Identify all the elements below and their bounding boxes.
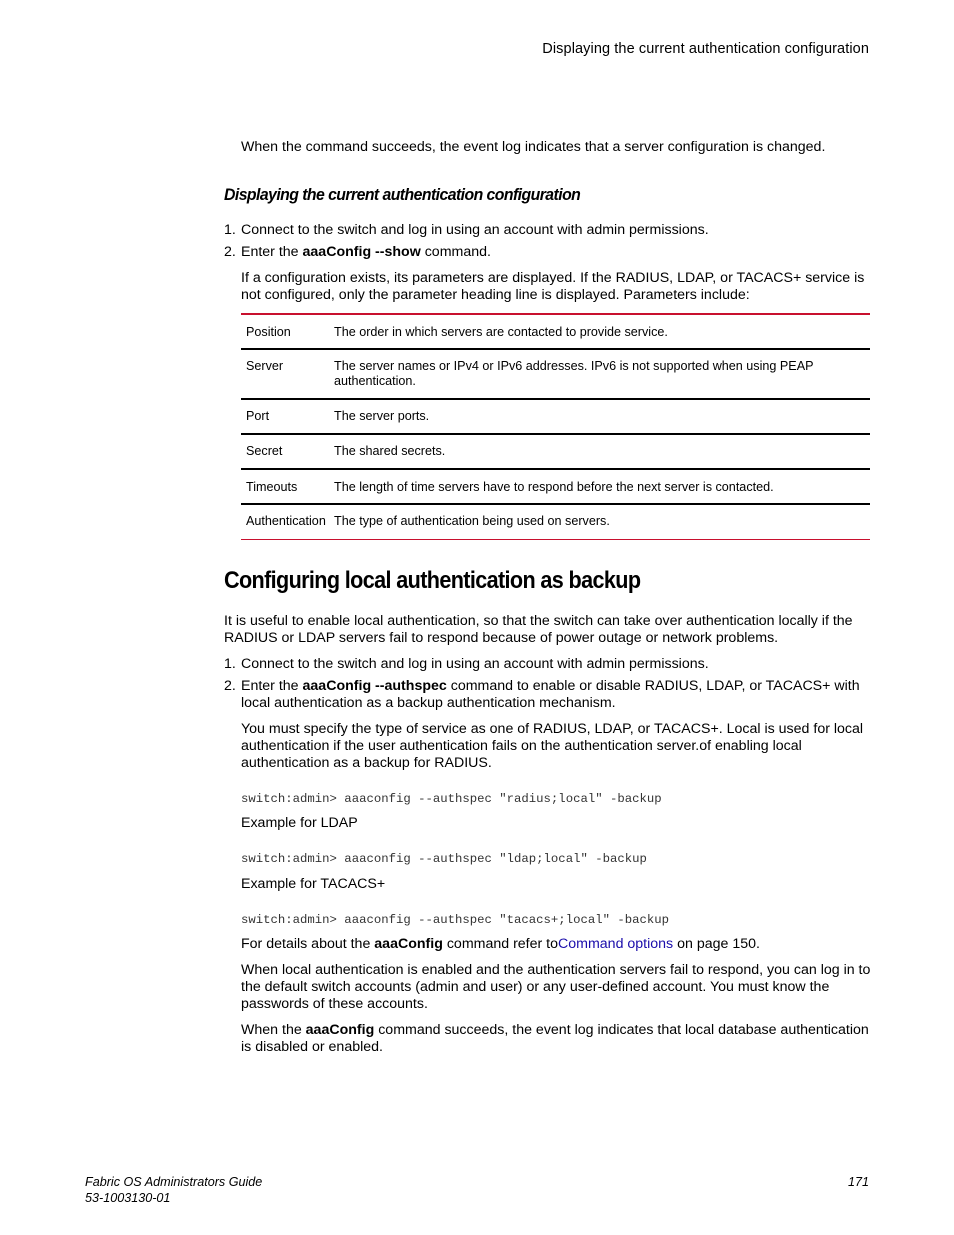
example-label-ldap: Example for LDAP (241, 815, 358, 831)
param-name: Timeouts (246, 480, 298, 494)
note-line: authentication if the user authentication fails on the authentication server.of enabling local (241, 738, 802, 754)
config-description (241, 270, 864, 304)
command-name: aaaConfig --authspec (302, 678, 447, 694)
paragraph-line: is disabled or enabled. (241, 1039, 383, 1055)
local-auth-paragraph (241, 962, 870, 1013)
code-example-tacacs: switch:admin> aaaconfig --authspec "tacacs+;local" -backup (241, 913, 670, 927)
step-text: Connect to the switch and log in using an account with admin permissions. (241, 656, 709, 672)
param-description: The server ports. (334, 409, 430, 423)
command-name: aaaConfig --show (302, 244, 421, 260)
code-example-ldap: switch:admin> aaaconfig --authspec "ldap;local" -backup (241, 852, 647, 866)
step-number: 2. (224, 678, 236, 694)
parameters-table (241, 313, 870, 540)
intro-paragraph: When the command succeeds, the event log indicates that a server configuration is changed. (241, 139, 826, 155)
section2-intro (224, 613, 853, 647)
final-paragraph: When the aaaConfig command succeeds, the event log indicates that local database authentication is disabled or enabled. (241, 1022, 869, 1055)
step-number: 1. (224, 656, 236, 672)
step-text-line2: local authentication as a backup authentication mechanism. (241, 695, 616, 711)
param-name: Authentication (246, 514, 326, 528)
service-type-note (241, 721, 863, 772)
command-name: aaaConfig (374, 936, 443, 952)
param-description: The server names or IPv4 or IPv6 addresses. IPv6 is not supported when using PEAP authentication. (334, 359, 814, 388)
running-header: Displaying the current authentication configuration (542, 41, 869, 57)
description-line: If a configuration exists, its parameters are displayed. If the RADIUS, LDAP, or TACACS+ service is (241, 270, 865, 286)
command-name: aaaConfig (305, 1022, 375, 1038)
step-2-authspec (224, 678, 860, 712)
step-text-post: command to enable or disable RADIUS, LDAP, or TACACS+ with (446, 678, 860, 694)
param-name: Server (246, 359, 284, 373)
step-text-pre: Enter the (241, 244, 303, 260)
param-description: The order in which servers are contacted to provide service. (334, 325, 668, 339)
table-row (241, 314, 870, 349)
command-options-link[interactable]: Command options (558, 936, 674, 952)
param-description: The shared secrets. (334, 444, 446, 458)
step-text-pre: Enter the (241, 678, 303, 694)
page-number: 171 (847, 1175, 869, 1189)
param-name: Port (246, 409, 270, 423)
step-number: 2. (224, 244, 236, 260)
param-name: Secret (246, 444, 283, 458)
note-line: You must specify the type of service as one of RADIUS, LDAP, or TACACS+. Local is used for local (241, 721, 864, 737)
paragraph-line: When local authentication is enabled and the authentication servers fail to respond, you can log in to (241, 962, 871, 978)
footer-doc-number: 53-1003130-01 (85, 1190, 171, 1205)
table-row (241, 349, 870, 399)
table-row (241, 504, 870, 539)
table-row (241, 469, 870, 504)
paragraph-line: the default switch accounts (admin and user) or any user-defined account. You must know the (241, 979, 830, 995)
section-heading-local-auth-backup: Configuring local authentication as backup (224, 567, 641, 594)
note-line: authentication as a backup for RADIUS. (241, 755, 492, 771)
intro-line: It is useful to enable local authentication, so that the switch can take over authentication locally if the (224, 613, 853, 629)
footer-title: Fabric OS Administrators Guide (85, 1175, 263, 1189)
param-description: The type of authentication being used on servers. (334, 514, 610, 528)
intro-line: RADIUS or LDAP servers fail to respond because of power outage or network problems. (224, 630, 779, 646)
step-number: 1. (224, 222, 236, 238)
table-row (241, 399, 870, 434)
section-heading-display-config: Displaying the current authentication configuration (224, 185, 581, 204)
step-2-show (224, 244, 491, 261)
code-example-radius: switch:admin> aaaconfig --authspec "radius;local" -backup (241, 792, 662, 806)
step-1-connect (224, 656, 709, 673)
step-text-post: command. (420, 244, 491, 260)
table-row (241, 434, 870, 469)
param-description: The length of time servers have to respond before the next server is contacted. (334, 480, 774, 494)
step-1-connect (224, 222, 709, 239)
paragraph-line: passwords of these accounts. (241, 996, 428, 1012)
footer-doc-info (85, 1175, 262, 1206)
example-label-tacacs: Example for TACACS+ (241, 876, 386, 892)
param-name: Position (246, 325, 291, 339)
details-reference: For details about the aaaConfig command refer toCommand options on page 150. (241, 936, 760, 952)
description-line: not configured, only the parameter heading line is displayed. Parameters include: (241, 287, 750, 303)
step-text: Connect to the switch and log in using an account with admin permissions. (241, 222, 709, 238)
